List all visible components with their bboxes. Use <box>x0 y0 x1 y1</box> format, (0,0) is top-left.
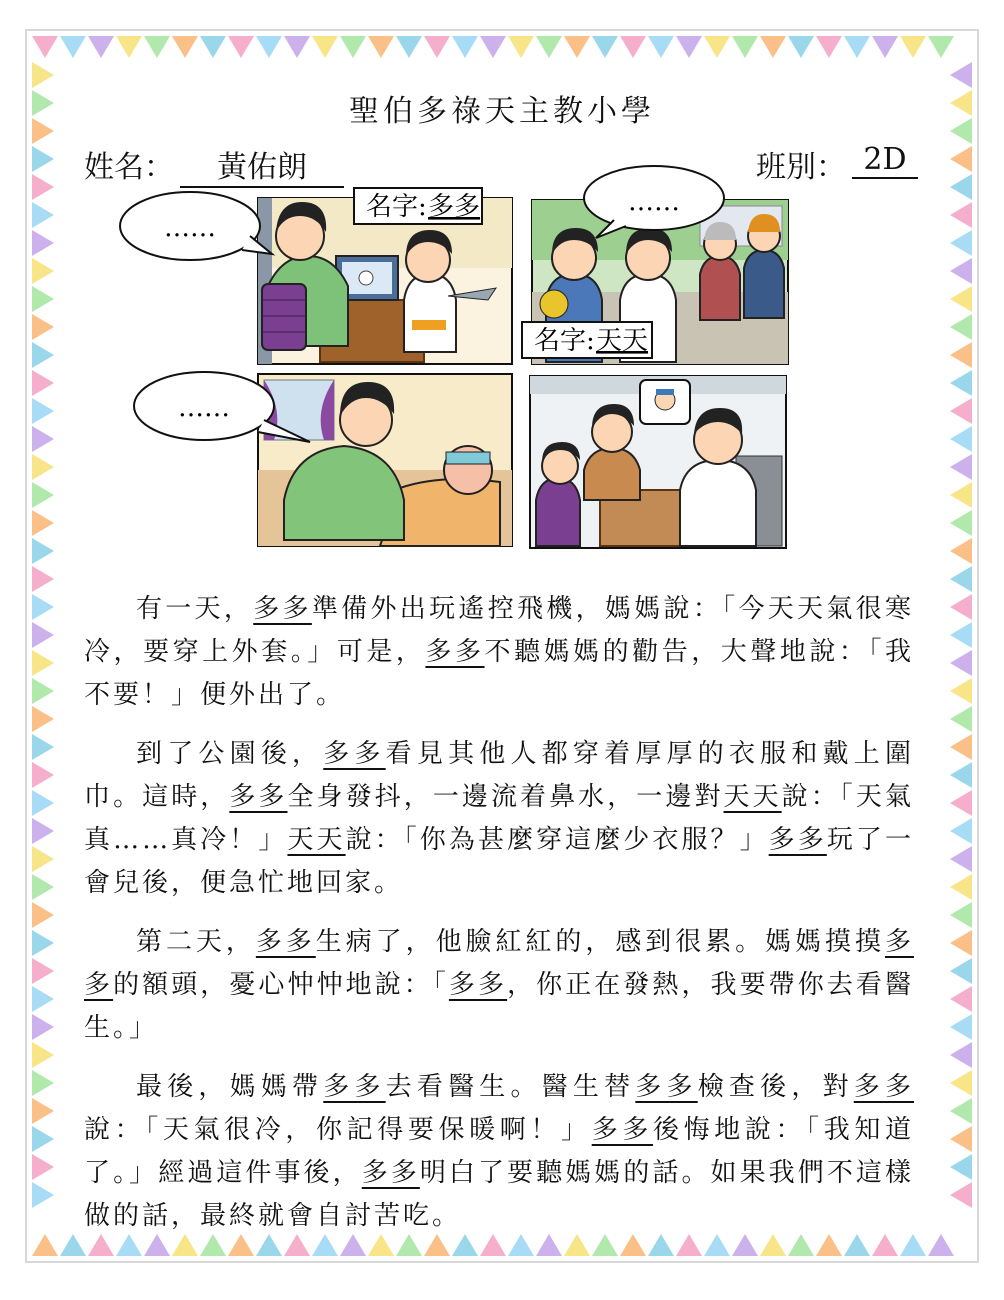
name-value: 黃佑朗 <box>180 142 344 188</box>
story-text-segment: 去看醫生。醫生替 <box>385 1072 636 1102</box>
story-text-segment: 有一天， <box>136 594 254 624</box>
story-character-name: 多多 <box>323 1072 386 1102</box>
story-character-name: 多多 <box>853 1072 914 1102</box>
name-label: 姓名： <box>84 150 174 185</box>
story-character-name: 多多 <box>255 927 316 957</box>
school-name: 聖伯多祿天主教小學 <box>349 94 655 129</box>
story-text-segment: 生病了，他臉紅紅的，感到很累。媽媽摸摸 <box>315 927 885 957</box>
story-text-segment: 說：「天氣真……真冷！」 <box>84 782 914 855</box>
panel2-caption-label: 名字: <box>534 326 595 356</box>
comic-panel-home <box>120 188 512 364</box>
story-character-name: 多多 <box>323 739 386 769</box>
story-character-name: 多多 <box>448 970 508 1000</box>
story-character-name: 多多 <box>229 782 288 812</box>
panel2-caption-name: 天天 <box>596 326 649 356</box>
comic-panel-clinic <box>530 376 786 548</box>
story-character-name: 多多 <box>768 825 827 855</box>
story-text-segment: 最後，媽媽帶 <box>136 1072 324 1102</box>
class-label: 班別： <box>756 150 846 185</box>
story-paragraph-1 <box>84 588 914 717</box>
story-text-segment: 玩了一會兒後，便急忙地回家。 <box>84 825 914 898</box>
story-text <box>84 588 914 1254</box>
story-character-name: 多多 <box>84 927 914 1000</box>
story-text-segment: 準備外出玩遙控飛機，媽媽說：「今天天氣很寒冷，要穿上外套。」可是， <box>84 594 914 667</box>
story-character-name: 多多 <box>425 637 485 667</box>
comic-panel-park <box>522 166 788 364</box>
class-value: 2D <box>852 142 918 179</box>
story-text-segment: 到了公園後， <box>136 739 324 769</box>
story-text-segment: 說：「天氣很冷，你記得要保暖啊！」 <box>84 1115 592 1145</box>
story-text-segment: 檢查後，對 <box>697 1072 854 1102</box>
story-paragraph-2 <box>84 733 914 905</box>
story-paragraph-4 <box>84 1066 914 1238</box>
story-text-segment: 後悔地說：「我知道了。」經過這件事後， <box>84 1115 914 1188</box>
story-text-segment: 不聽媽媽的勸告，大聲地說：「我不要！」便外出了。 <box>84 637 914 710</box>
panel1-caption-label: 名字: <box>366 192 427 222</box>
story-paragraph-3 <box>84 921 914 1050</box>
story-text-segment: 明白了要聽媽媽的話。如果我們不這樣做的話，最終就會自討苦吃。 <box>84 1158 914 1231</box>
story-character-name: 天天 <box>723 782 782 812</box>
story-text-segment: 看見其他人都穿着厚厚的衣服和戴上圍巾。這時， <box>84 739 914 812</box>
story-text-segment: 第二天， <box>136 927 256 957</box>
story-text-segment: 全身發抖，一邊流着鼻水，一邊對 <box>287 782 724 812</box>
story-character-name: 天天 <box>287 825 346 855</box>
story-text-segment: 的額頭，憂心忡忡地說：「 <box>113 970 449 1000</box>
story-character-name: 多多 <box>361 1158 420 1188</box>
panel3-speech-bubble: …… <box>178 393 230 423</box>
story-character-name: 多多 <box>253 594 312 624</box>
comic-panel-bedroom <box>134 372 512 546</box>
panel1-speech-bubble: …… <box>164 213 216 243</box>
panel2-speech-bubble: …… <box>628 187 680 217</box>
story-text-segment: 說：「你為甚麼穿這麼少衣服？」 <box>345 825 769 855</box>
story-character-name: 多多 <box>635 1072 698 1102</box>
panel1-caption-name: 多多 <box>428 192 481 222</box>
story-character-name: 多多 <box>591 1115 653 1145</box>
story-text-segment: ，你正在發熱，我要帶你去看醫生。」 <box>84 970 914 1043</box>
